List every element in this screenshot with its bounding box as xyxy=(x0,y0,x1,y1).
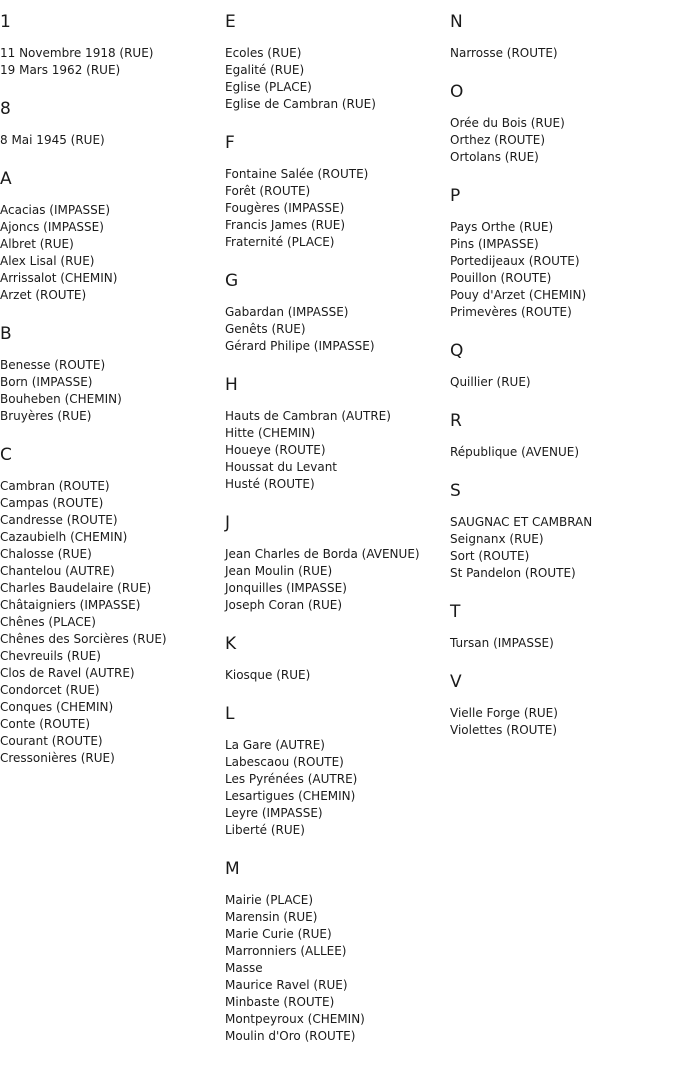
street-link[interactable]: République (AVENUE) xyxy=(450,445,580,459)
section-letter-heading: E xyxy=(225,12,236,32)
street-link[interactable]: Orée du Bois (RUE) xyxy=(450,116,565,130)
street-list xyxy=(225,166,445,251)
street-link[interactable]: Tursan (IMPASSE) xyxy=(450,636,554,650)
street-link[interactable]: St Pandelon (ROUTE) xyxy=(450,566,576,580)
letter-section xyxy=(450,12,670,62)
street-link[interactable]: Husté (ROUTE) xyxy=(225,477,315,491)
street-link[interactable]: Houeye (ROUTE) xyxy=(225,443,326,457)
section-letter-heading: C xyxy=(0,445,12,465)
letter-section xyxy=(225,12,445,113)
section-letter-heading: P xyxy=(450,186,461,206)
street-link[interactable]: Masse xyxy=(225,961,263,975)
street-link[interactable]: Ajoncs (IMPASSE) xyxy=(0,220,104,234)
section-letter-heading: F xyxy=(225,133,235,153)
street-link[interactable]: Narrosse (ROUTE) xyxy=(450,46,558,60)
street-list xyxy=(225,408,445,493)
street-link[interactable]: Montpeyroux (CHEMIN) xyxy=(225,1012,365,1026)
letter-section xyxy=(0,12,220,79)
street-link[interactable]: Seignanx (RUE) xyxy=(450,532,544,546)
street-link[interactable]: Fontaine Salée (ROUTE) xyxy=(225,167,369,181)
street-link[interactable]: Forêt (ROUTE) xyxy=(225,184,311,198)
letter-section xyxy=(450,82,670,166)
street-link[interactable]: Acacias (IMPASSE) xyxy=(0,203,111,217)
street-link[interactable]: Alex Lisal (RUE) xyxy=(0,254,95,268)
street-link[interactable]: Jean Charles de Borda (AVENUE) xyxy=(225,547,420,561)
street-link[interactable]: Vielle Forge (RUE) xyxy=(450,706,558,720)
street-link[interactable]: Pouillon (ROUTE) xyxy=(450,271,552,285)
letter-section xyxy=(450,411,670,461)
street-link[interactable]: Hitte (CHEMIN) xyxy=(225,426,316,440)
letter-section xyxy=(225,704,445,839)
letter-section xyxy=(225,513,445,614)
street-link[interactable]: 8 Mai 1945 (RUE) xyxy=(0,133,105,147)
street-link[interactable]: Marie Curie (RUE) xyxy=(225,927,332,941)
section-letter-heading: 8 xyxy=(0,99,11,119)
street-index-column-1 xyxy=(0,0,220,767)
street-list xyxy=(0,478,220,767)
street-link[interactable]: Gabardan (IMPASSE) xyxy=(225,305,349,319)
street-link[interactable]: Marensin (RUE) xyxy=(225,910,318,924)
street-link[interactable]: Campas (ROUTE) xyxy=(0,496,104,510)
street-link[interactable]: Ecoles (RUE) xyxy=(225,46,302,60)
street-link[interactable]: Châtaigniers (IMPASSE) xyxy=(0,598,141,612)
street-link[interactable]: Pouy d'Arzet (CHEMIN) xyxy=(450,288,587,302)
letter-section xyxy=(0,99,220,149)
street-list xyxy=(0,202,220,304)
street-link[interactable]: Joseph Coran (RUE) xyxy=(225,598,343,612)
section-letter-heading: N xyxy=(450,12,463,32)
street-link[interactable]: Chênes des Sorcières (RUE) xyxy=(0,632,167,646)
letter-section xyxy=(225,375,445,493)
street-link[interactable]: Francis James (RUE) xyxy=(225,218,346,232)
street-link[interactable]: Pins (IMPASSE) xyxy=(450,237,539,251)
section-letter-heading: L xyxy=(225,704,235,724)
street-link[interactable]: 19 Mars 1962 (RUE) xyxy=(0,63,121,77)
letter-section xyxy=(450,602,670,652)
section-letter-heading: 1 xyxy=(0,12,11,32)
street-list xyxy=(225,667,445,684)
street-list xyxy=(225,546,445,614)
street-link[interactable]: Condorcet (RUE) xyxy=(0,683,100,697)
street-list xyxy=(0,45,220,79)
section-letter-heading: R xyxy=(450,411,462,431)
letter-section xyxy=(225,133,445,251)
street-link[interactable]: Portedijeaux (ROUTE) xyxy=(450,254,580,268)
section-letter-heading: S xyxy=(450,481,461,501)
street-link[interactable]: Bruyères (RUE) xyxy=(0,409,92,423)
street-link[interactable]: Bouheben (CHEMIN) xyxy=(0,392,122,406)
letter-section xyxy=(0,169,220,304)
street-link[interactable]: Chênes (PLACE) xyxy=(0,615,96,629)
street-link[interactable]: Gérard Philipe (IMPASSE) xyxy=(225,339,375,353)
section-letter-heading: H xyxy=(225,375,238,395)
street-link[interactable]: Egalité (RUE) xyxy=(225,63,305,77)
section-letter-heading: B xyxy=(0,324,12,344)
street-link[interactable]: Moulin d'Oro (ROUTE) xyxy=(225,1029,356,1043)
street-link[interactable]: 11 Novembre 1918 (RUE) xyxy=(0,46,154,60)
street-link[interactable]: Primevères (ROUTE) xyxy=(450,305,572,319)
street-link[interactable]: Benesse (ROUTE) xyxy=(0,358,106,372)
street-link[interactable]: Leyre (IMPASSE) xyxy=(225,806,323,820)
street-link[interactable]: Lesartigues (CHEMIN) xyxy=(225,789,356,803)
street-link[interactable]: Charles Baudelaire (RUE) xyxy=(0,581,152,595)
street-link[interactable]: Pays Orthe (RUE) xyxy=(450,220,554,234)
street-link[interactable]: Genêts (RUE) xyxy=(225,322,306,336)
street-link[interactable]: Eglise (PLACE) xyxy=(225,80,312,94)
street-link[interactable]: Cressonières (RUE) xyxy=(0,751,115,765)
street-link[interactable]: Hauts de Cambran (AUTRE) xyxy=(225,409,391,423)
street-list xyxy=(450,45,670,62)
street-link[interactable]: Conques (CHEMIN) xyxy=(0,700,114,714)
letter-section xyxy=(450,481,670,582)
street-link[interactable]: Born (IMPASSE) xyxy=(0,375,93,389)
street-link[interactable]: Fraternité (PLACE) xyxy=(225,235,335,249)
street-link[interactable]: Arrissalot (CHEMIN) xyxy=(0,271,118,285)
street-link[interactable]: Albret (RUE) xyxy=(0,237,74,251)
street-list xyxy=(450,514,670,582)
street-link[interactable]: Houssat du Levant xyxy=(225,460,338,474)
street-list xyxy=(450,705,670,739)
street-link[interactable]: Liberté (RUE) xyxy=(225,823,305,837)
street-link[interactable]: Jean Moulin (RUE) xyxy=(225,564,333,578)
section-letter-heading: O xyxy=(450,82,464,102)
street-link[interactable]: La Gare (AUTRE) xyxy=(225,738,325,752)
street-link[interactable]: Chantelou (AUTRE) xyxy=(0,564,115,578)
street-link[interactable]: Kiosque (RUE) xyxy=(225,668,311,682)
street-list xyxy=(450,219,670,321)
letter-section xyxy=(0,324,220,425)
section-letter-heading: V xyxy=(450,672,462,692)
street-list xyxy=(0,132,220,149)
street-list xyxy=(225,892,445,1045)
street-link[interactable]: Conte (ROUTE) xyxy=(0,717,91,731)
street-link[interactable]: Fougères (IMPASSE) xyxy=(225,201,345,215)
street-link[interactable]: Arzet (ROUTE) xyxy=(0,288,87,302)
street-link[interactable]: Jonquilles (IMPASSE) xyxy=(225,581,347,595)
street-link[interactable]: Courant (ROUTE) xyxy=(0,734,103,748)
street-list xyxy=(225,737,445,839)
street-link[interactable]: Maurice Ravel (RUE) xyxy=(225,978,348,992)
letter-section xyxy=(450,186,670,321)
letter-section xyxy=(225,859,445,1045)
section-letter-heading: J xyxy=(225,513,231,533)
section-letter-heading: K xyxy=(225,634,237,654)
street-link[interactable]: Ortolans (RUE) xyxy=(450,150,539,164)
street-link[interactable]: Candresse (ROUTE) xyxy=(0,513,118,527)
street-link[interactable]: Clos de Ravel (AUTRE) xyxy=(0,666,135,680)
street-list xyxy=(0,357,220,425)
letter-section xyxy=(0,445,220,767)
street-link[interactable]: Cazaubielh (CHEMIN) xyxy=(0,530,128,544)
street-list xyxy=(450,635,670,652)
street-index-column-3 xyxy=(450,0,670,739)
letter-section xyxy=(225,271,445,355)
street-link[interactable]: Orthez (ROUTE) xyxy=(450,133,546,147)
letter-section xyxy=(450,672,670,739)
street-link[interactable]: Labescaou (ROUTE) xyxy=(225,755,344,769)
section-letter-heading: A xyxy=(0,169,12,189)
street-link[interactable]: Violettes (ROUTE) xyxy=(450,723,558,737)
street-index-column-2 xyxy=(225,0,445,1045)
street-list xyxy=(450,374,670,391)
street-link[interactable]: Chevreuils (RUE) xyxy=(0,649,101,663)
street-link[interactable]: SAUGNAC ET CAMBRAN xyxy=(450,515,593,529)
street-list xyxy=(450,115,670,166)
letter-section xyxy=(450,341,670,391)
street-list xyxy=(225,45,445,113)
section-letter-heading: G xyxy=(225,271,239,291)
section-letter-heading: M xyxy=(225,859,240,879)
street-list xyxy=(450,444,670,461)
street-link[interactable]: Mairie (PLACE) xyxy=(225,893,314,907)
street-link[interactable]: Sort (ROUTE) xyxy=(450,549,530,563)
street-link[interactable]: Minbaste (ROUTE) xyxy=(225,995,335,1009)
letter-section xyxy=(225,634,445,684)
section-letter-heading: Q xyxy=(450,341,464,361)
street-link[interactable]: Eglise de Cambran (RUE) xyxy=(225,97,376,111)
street-list xyxy=(225,304,445,355)
street-link[interactable]: Quillier (RUE) xyxy=(450,375,531,389)
street-link[interactable]: Marronniers (ALLEE) xyxy=(225,944,347,958)
street-link[interactable]: Chalosse (RUE) xyxy=(0,547,92,561)
section-letter-heading: T xyxy=(450,602,461,622)
street-link[interactable]: Les Pyrénées (AUTRE) xyxy=(225,772,358,786)
street-link[interactable]: Cambran (ROUTE) xyxy=(0,479,110,493)
